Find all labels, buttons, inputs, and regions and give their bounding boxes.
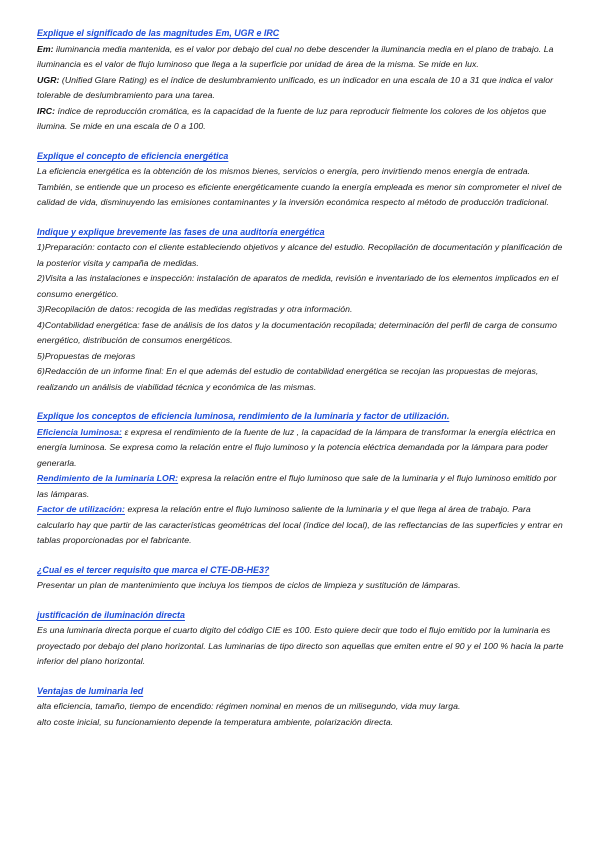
section-auditoria-fases [37,225,564,396]
section-heading: Explique el concepto de eficiencia energética [37,150,229,161]
definition-ugr [37,73,564,104]
phase-item: 5)Propuestas de mejoras [37,350,136,361]
definition-em [37,42,564,73]
phase-item: 6)Redacción de un informe final: En el que además del estudio de contabilidad energética se recojan las propuestas de mejoras, realizando un análisis de viabilidad técnica y económica de las mismas. [37,366,539,392]
definition-rendimiento-lor [37,471,564,502]
definition-eficiencia-luminosa [37,425,564,472]
phase-item: 2)Visita a las instalaciones e inspección: instalación de aparatos de medida, revisión e inventariado de los elementos implicados en el consumo energético. [37,273,559,299]
definition-factor-utilizacion [37,502,564,549]
term-label: Em: [37,43,54,54]
section-heading: Explique el significado de las magnitudes Em, UGR e IRC [37,28,280,38]
term-label: IRC: [37,105,56,116]
section-conceptos-luminosos [37,409,564,549]
body-paragraph: alta eficiencia, tamaño, tiempo de encendido: régimen nominal en menos de un milisegundo, vida muy larga. [37,701,461,711]
body-paragraph: Es una luminaria directa porque el cuarto digito del código CIE es 100. Esto quiere decir que todo el flujo emitido por la luminaria es proyectado por debajo del plano horizontal. Las luminarias de tipo directo son aquellas que emiten entre el 90 y el 100 % hacia la parte inferior del plano horizontal. [37,625,564,666]
body-paragraph: La eficiencia energética es la obtención de los mismos bienes, servicios o energía, pero invirtiendo menos energía de entrada. También, se entiende que un proceso es eficiente energéticamente cuando la energía empleada es menor sin comprometer el nivel de calidad de vida, disminuyendo las emisiones contaminantes y la inversión económica respecto al método de producción tradicional. [37,166,562,207]
body-paragraph: Presentar un plan de mantenimiento que incluya los tiempos de ciclos de limpieza y sustitución de lámparas. [37,580,461,590]
phase-item: 3)Recopilación de datos: recogida de las medidas registradas y otra información. [37,304,353,314]
term-label: Rendimiento de la luminaria LOR: [37,473,179,483]
section-heading: ¿Cual es el tercer requisito que marca el CTE-DB-HE3? [37,564,270,575]
definition-irc [37,104,564,135]
section-cte-db-he3 [37,563,564,594]
definition-text: iluminancia media mantenida, es el valor por debajo del cual no debe descender la iluminancia media en el plano de trabajo. La iluminancia es el valor de flujo luminoso que llega a la superficie por unidad de área de la misma. Se mide en lux. [37,43,554,69]
section-magnitudes [37,26,564,135]
section-heading: Explique los conceptos de eficiencia luminosa, rendimiento de la luminaria y factor de utilización. [37,411,450,421]
term-label: Eficiencia luminosa: [37,426,123,437]
term-label: Factor de utilización: [37,504,125,514]
definition-text: índice de reproducción cromática, es la capacidad de la fuente de luz para reproducir fielmente los colores de los objetos que ilumina. Se mide en una escala de 0 a 100. [37,105,547,131]
section-heading: justificación de iluminación directa [37,609,185,620]
section-iluminacion-directa [37,608,564,670]
body-paragraph: alto coste inicial, su funcionamiento depende la temperatura ambiente, polarización directa. [37,716,394,727]
term-label: UGR: [37,74,60,85]
definition-text: ε expresa el rendimiento de la fuente de luz , la capacidad de la lámpara de transformar la energía eléctrica en energía luminosa. Se expresa como la relación entre el flujo luminoso y la potencia eléctrica demandada por la lámpara para poder generarla. [37,426,556,468]
definition-text: expresa la relación entre el flujo luminoso saliente de la luminaria y el que llega al área de trabajo. Para calcularlo hay que partir de las características geométricas del local (índice del local), de las reflectancias de las superficies y entrar en tablas proporcionadas por el fabricante. [37,504,563,545]
section-heading: Ventajas de luminaria led [37,685,144,696]
phase-item: 4)Contabilidad energética: fase de análisis de los datos y la documentación recopilada; determinación del perfil de carga de consumo energético, distribución de consumos energéticos. [37,319,557,345]
definition-text: expresa la relación entre el flujo luminoso que sale de la luminaria y el flujo luminoso emitido por las lámparas. [37,473,557,499]
section-heading: Indique y explique brevemente las fases de una auditoría energética [37,226,325,237]
phase-item: 1)Preparación: contacto con el cliente estableciendo objetivos y alcance del estudio. Recopilación de documentación y planificación de la posterior visita y campaña de medidas. [37,242,563,268]
definition-text: (Unified Glare Rating) es el índice de deslumbramiento unificado, es un indicador en una escala de 10 a 31 que indica el valor tolerable de deslumbramiento para una tarea. [37,74,554,100]
section-ventajas-led [37,684,564,731]
section-eficiencia-energetica [37,149,564,211]
